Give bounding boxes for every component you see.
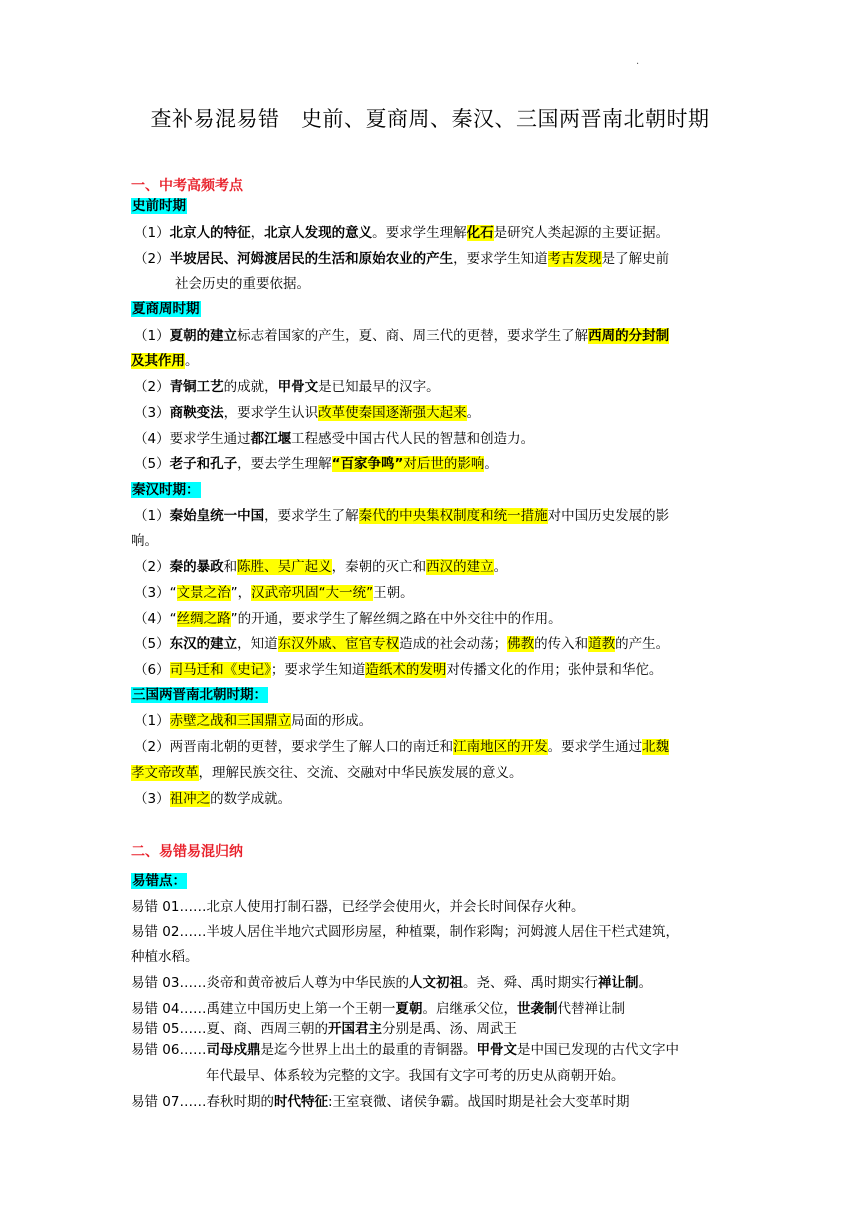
- text-line: （1）赤壁之战和三国鼎立局面的形成。: [134, 713, 373, 729]
- text-line: （3）“文景之治”，汉武帝巩固“大一统”王朝。: [134, 585, 414, 601]
- text-line: （6）司马迁和《史记》；要求学生知道造纸术的发明对传播文化的作用；张仲景和华佗。: [134, 662, 663, 678]
- error-item: 易错 01……北京人使用打制石器，已经学会使用火，并会长时间保存火种。: [131, 899, 585, 915]
- error-item: 易错 03……炎帝和黄帝被后人尊为中华民族的人文初祖。尧、舜、禹时期实行禅让制。: [131, 975, 652, 991]
- subheading-prehistory: 史前时期: [132, 198, 186, 214]
- text-line: 孝文帝改革，理解民族交往、交流、交融对中华民族发展的意义。: [131, 765, 523, 781]
- text-line: （2）青铜工艺的成就，甲骨文是已知最早的汉字。: [134, 379, 440, 395]
- subheading-error-points: 易错点：: [132, 873, 186, 889]
- subheading-three-kingdoms: 三国两晋南北朝时期：: [132, 687, 267, 703]
- text-line: （2）秦的暴政和陈胜、吴广起义，秦朝的灭亡和西汉的建立。: [134, 559, 508, 575]
- error-item: 易错 06……司母戍鼎是迄今世界上出土的最重的青铜器。甲骨文是中国已发现的古代文字中: [131, 1042, 679, 1058]
- subheading-qin-han: 秦汉时期：: [132, 482, 200, 498]
- text-line: （5）东汉的建立，知道东汉外戚、宦官专权造成的社会动荡；佛教的传入和道教的产生。: [134, 636, 670, 652]
- subheading-xia-shang-zhou: 夏商周时期: [132, 301, 200, 317]
- text-line: 社会历史的重要依据。: [175, 276, 310, 292]
- error-item: 易错 07……春秋时期的时代特征:王室衰微、诸侯争霸。战国时期是社会大变革时期: [131, 1094, 630, 1110]
- text-line: （4）要求学生通过都江堰工程感受中国古代人民的智慧和创造力。: [134, 431, 535, 447]
- text-line: （1）秦始皇统一中国，要求学生了解秦代的中央集权制度和统一措施对中国历史发展的影: [134, 508, 670, 524]
- text-line: （3）祖冲之的数学成就。: [134, 791, 292, 807]
- error-item: 种植水稻。: [131, 949, 199, 965]
- page-title: 查补易混易错 史前、夏商周、秦汉、三国两晋南北朝时期: [150, 107, 710, 131]
- text-line: （3）商鞅变法，要求学生认识改革使秦国逐渐强大起来。: [134, 405, 481, 421]
- text-line: 及其作用。: [131, 353, 199, 369]
- section-heading-2: 二、易错易混归纳: [131, 844, 243, 860]
- error-item: 易错 04……禹建立中国历史上第一个王朝一夏朝。启继承父位，世袭制代替禅让制: [131, 1001, 625, 1017]
- error-item: 年代最早、体系较为完整的文字。我国有文字可考的历史从商朝开始。: [206, 1068, 625, 1084]
- text-line: （2）两晋南北朝的更替，要求学生了解人口的南迁和江南地区的开发。要求学生通过北魏: [134, 739, 670, 755]
- header-dot: .: [636, 56, 640, 67]
- error-item: 易错 02……半坡人居住半地穴式圆形房屋，种植粟，制作彩陶；河姆渡人居住干栏式建筑，: [131, 924, 679, 940]
- text-line: （4）“丝绸之路”的开通，要求学生了解丝绸之路在中外交往中的作用。: [134, 611, 562, 627]
- section-heading-1: 一、中考高频考点: [131, 178, 243, 194]
- text-line: （5）老子和孔子，要去学生理解“百家争鸣”对后世的影响。: [134, 456, 498, 472]
- text-line: （1）夏朝的建立标志着国家的产生，夏、商、周三代的更替，要求学生了解西周的分封制: [134, 328, 670, 344]
- text-line: （1）北京人的特征，北京人发现的意义。要求学生理解化石是研究人类起源的主要证据。: [134, 225, 670, 241]
- error-item: 易错 05……夏、商、西周三朝的开国君主分别是禹、汤、周武王: [131, 1021, 517, 1037]
- text-line: （2）半坡居民、河姆渡居民的生活和原始农业的产生，要求学生知道考古发现是了解史前: [134, 251, 670, 267]
- text-line: 响。: [131, 533, 158, 549]
